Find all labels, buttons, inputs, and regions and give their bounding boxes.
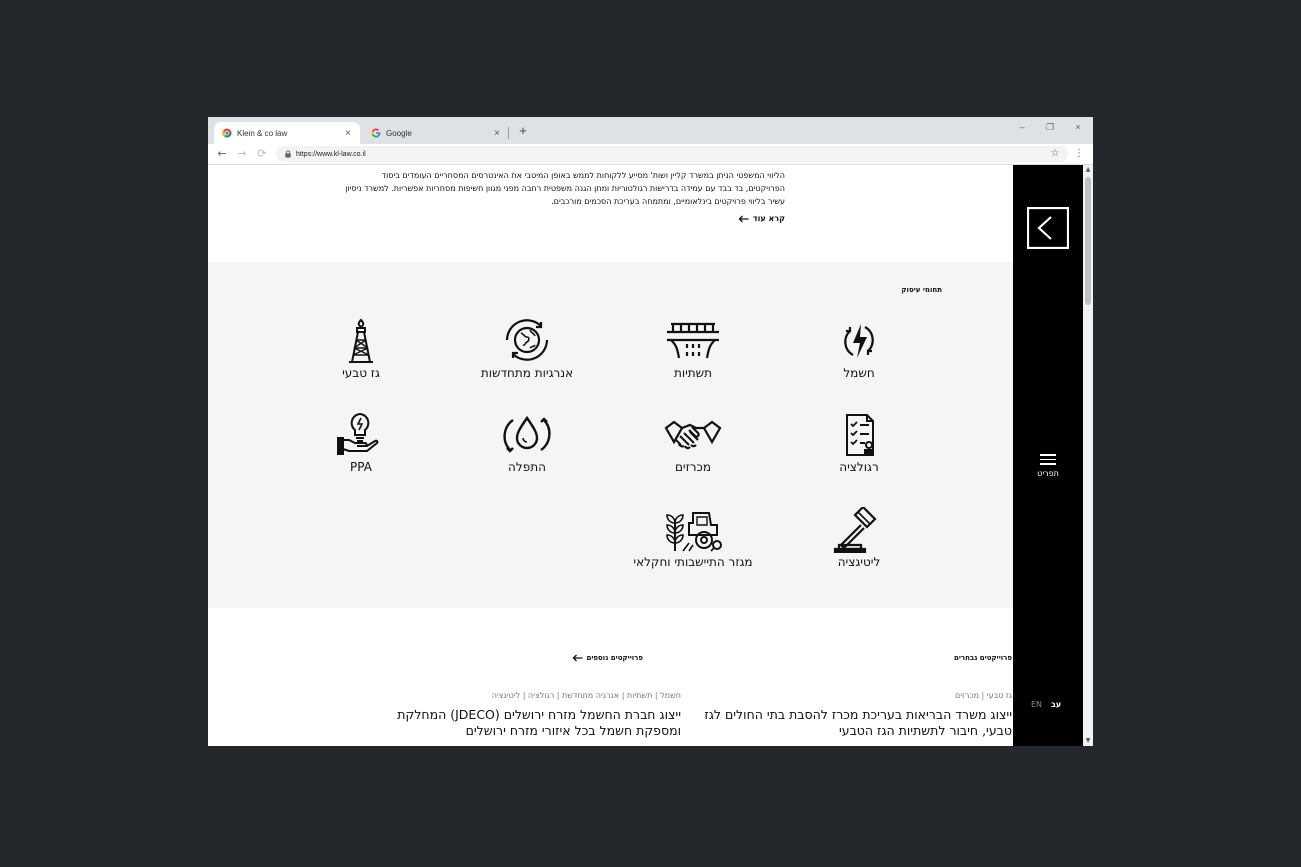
arrow-left-icon — [572, 654, 583, 662]
language-english[interactable]: EN — [1031, 700, 1043, 709]
area-electricity[interactable] — [799, 318, 919, 380]
address-bar[interactable] — [276, 146, 1068, 162]
more-projects-label: פרוייקטים נוספים — [586, 654, 643, 662]
area-agriculture[interactable] — [633, 507, 753, 569]
area-label: התפלה — [508, 460, 546, 474]
practice-areas-section — [208, 262, 1013, 608]
tab-strip — [208, 117, 1093, 144]
tab-title: Klein & co law — [237, 128, 288, 138]
chrome-favicon-icon — [222, 128, 232, 138]
project-title-health-ministry[interactable]: ייצוג משרד הבריאות בעריכת מכרז להסבת בתי החולים לגז טבעי, חיבור לתשתיות הגז הטבעי — [704, 707, 1012, 738]
area-label: רגולציה — [839, 460, 879, 474]
side-navigation — [1013, 165, 1083, 746]
close-window-button[interactable]: × — [1075, 122, 1081, 132]
bookmark-star-icon[interactable]: ☆ — [1050, 148, 1060, 159]
lock-icon — [284, 150, 292, 158]
firm-logo[interactable] — [1027, 207, 1069, 249]
page-scrollbar[interactable] — [1083, 165, 1093, 746]
read-more-link[interactable] — [738, 214, 785, 223]
area-label: PPA — [350, 460, 372, 474]
handshake-icon — [663, 412, 723, 458]
menu-label: תפריט — [1037, 468, 1059, 478]
google-favicon-icon — [371, 128, 381, 138]
tab-separator — [508, 127, 509, 139]
desalination-icon — [497, 412, 557, 458]
area-renewable-energy[interactable] — [467, 318, 587, 380]
natural-gas-icon — [331, 318, 391, 364]
gavel-icon — [829, 507, 889, 553]
area-label: מגזר התיישבותי וחקלאי — [633, 555, 753, 569]
project-tags: חשמל | תשתיות | אנרגיה מתחדשת | רגולציה | ליטיגציה — [491, 691, 681, 700]
regulation-icon — [829, 412, 889, 458]
area-label: ליטיגציה — [837, 555, 881, 569]
language-hebrew[interactable]: עב — [1051, 700, 1062, 709]
intro-paragraph: הליווי המשפטי הניתן במשרד קליין ושות' מסייע ללקוחות לממש באופן המיטבי את האינטרסים המסחריים העומדים ביסוד הפרויקטים, בד בבד עם עמידה בדרישות רגולטוריות ומתן הגנה משפטית רחבה מפני מגוון חשיפות מסחריות אפשריות. למשרד ניסיון עשיר בליווי פרויקטים בינלאומיים, ומתמחה בעריכת הסכמים מורכבים. — [345, 171, 785, 206]
area-ppa[interactable] — [301, 412, 421, 474]
scroll-down-arrow-icon[interactable]: ▼ — [1085, 737, 1091, 744]
selected-projects-title: פרוייקטים נבחרים — [953, 654, 1012, 662]
ppa-icon — [331, 412, 391, 458]
browser-window — [208, 117, 1093, 746]
area-label: גז טבעי — [342, 366, 380, 380]
agriculture-icon — [663, 507, 723, 553]
area-tenders[interactable] — [633, 412, 753, 474]
browser-toolbar — [208, 144, 1093, 165]
close-tab-icon[interactable]: × — [494, 127, 500, 139]
page-viewport — [208, 165, 1083, 746]
back-button[interactable]: ← — [217, 147, 227, 160]
area-label: חשמל — [843, 366, 875, 380]
more-projects-link[interactable] — [572, 654, 644, 662]
scroll-thumb[interactable] — [1085, 177, 1091, 305]
minimize-button[interactable]: – — [1019, 122, 1025, 132]
practice-areas-title: תחומי עיסוק — [901, 286, 942, 294]
area-label: תשתיות — [673, 366, 713, 380]
hamburger-icon — [1040, 454, 1056, 465]
infrastructure-icon — [663, 318, 723, 364]
read-more-label: קרא עוד — [752, 214, 785, 223]
reload-button[interactable]: ⟳ — [257, 147, 267, 160]
project-title-jdeco[interactable]: ייצוג חברת החשמל מזרח ירושלים (JDECO) המחלקת ומספקת חשמל בכל איזורי מזרח ירושלים — [397, 707, 681, 738]
close-tab-icon[interactable]: × — [345, 127, 351, 139]
arrow-left-icon — [738, 215, 749, 223]
tab-title: Google — [386, 128, 412, 138]
tab-klein[interactable] — [214, 122, 360, 144]
browser-menu-button[interactable]: ⋮ — [1074, 148, 1084, 159]
maximize-button[interactable]: ❐ — [1045, 122, 1055, 132]
tab-google[interactable] — [363, 122, 509, 144]
url-text: https://www.kl-law.co.il — [296, 150, 366, 158]
new-tab-button[interactable]: + — [519, 123, 527, 138]
area-natural-gas[interactable] — [301, 318, 421, 380]
area-label: מכרזים — [674, 460, 712, 474]
area-litigation[interactable] — [799, 507, 919, 569]
scroll-up-arrow-icon[interactable]: ▲ — [1085, 166, 1091, 173]
area-desalination[interactable] — [467, 412, 587, 474]
menu-button[interactable] — [1028, 451, 1068, 485]
renewable-energy-icon — [497, 318, 557, 364]
area-regulation[interactable] — [799, 412, 919, 474]
area-infrastructure[interactable] — [633, 318, 753, 380]
forward-button[interactable]: → — [237, 147, 247, 160]
area-label: אנרגיות מתחדשות — [480, 366, 574, 380]
electricity-icon — [829, 318, 889, 364]
project-tags: גז טבעי | מכרזים — [954, 691, 1012, 700]
